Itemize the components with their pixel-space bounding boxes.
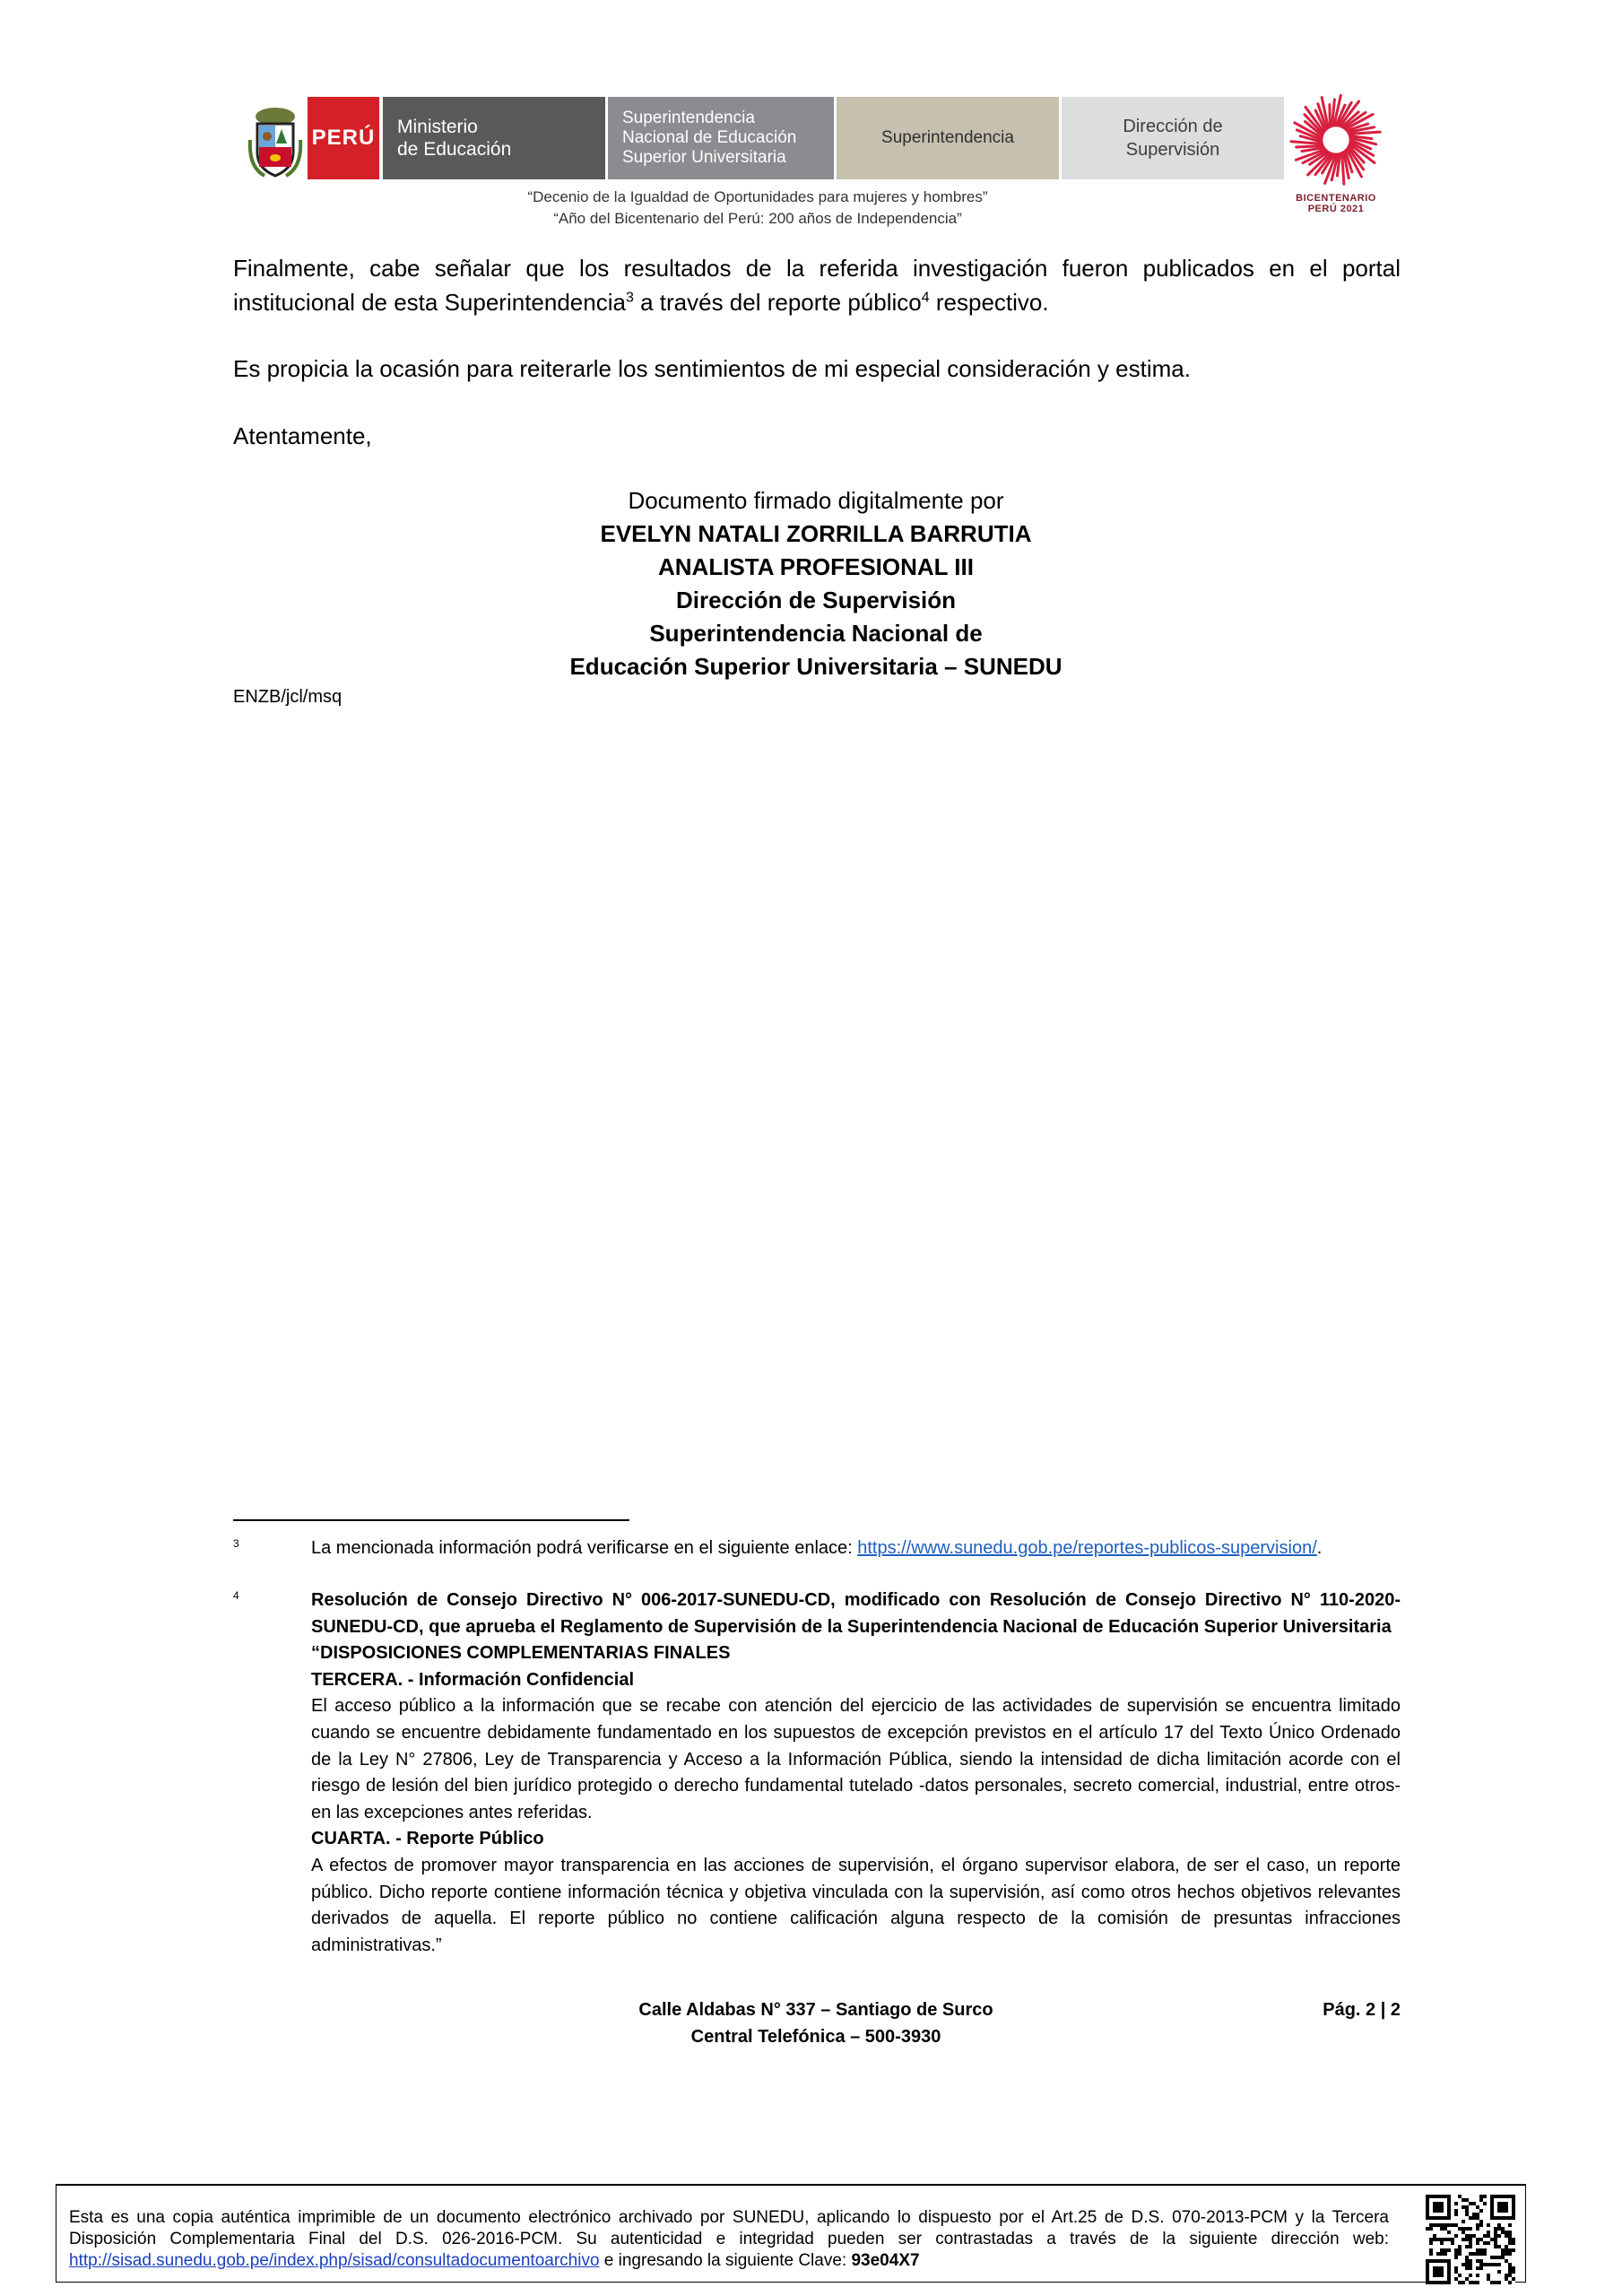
verification-key: 93e04X7 [851,2251,920,2270]
reference-initials: ENZB/jcl/msq [233,687,343,707]
signature-block [538,484,1094,683]
decenio-line: “Decenio de la Igualdad de Oportunidades para mujeres y hombres” [527,188,988,205]
ministerio-line1: Ministerio [397,117,478,137]
decenio-slogans [233,187,1282,230]
footnote-3-number: 3 [233,1537,239,1550]
coat-of-arms-icon [247,104,304,179]
footnote-4-number: 4 [233,1589,239,1602]
bicentenario-logo [1287,91,1385,226]
signer-entity-line2: Educación Superior Universitaria – SUNEDU [569,653,1063,680]
footnote-4-tercera-title: TERCERA. - Información Confidencial [311,1669,635,1690]
qr-code-icon[interactable] [1426,2195,1515,2284]
direccion-line1: Dirección de [1123,117,1223,136]
para1-text-b: a través del reporte público [633,289,922,316]
authenticity-text [69,2207,1389,2272]
footnote-4-cuarta-text: A efectos de promover mayor transparencia en las acciones de supervisión, el órgano supervisor elabora, de ser el caso, un reporte público. Dicho reporte contiene información técnica y objetiva vinculada con la supervisión, así como otros hechos objetivos relevantes derivados de aquella. El reporte público no contiene calificación alguna respecto de la comisión de presuntas infracciones administrativas.” [311,1855,1401,1955]
ministerio-block [381,97,605,179]
peru-label: PERÚ [311,126,376,150]
closing-salutation: Atentamente, [233,422,372,449]
footnote-4-heading: “DISPOSICIONES COMPLEMENTARIAS FINALES [311,1643,731,1664]
footnote-4 [311,1587,1401,1959]
bicentenario-logo-icon [1287,91,1385,188]
phone-line: Central Telefónica – 500-3930 [690,2027,941,2047]
direccion-line2: Supervisión [1125,140,1220,160]
footnote-3-text: La mencionada información podrá verificarse en el siguiente enlace: [311,1538,858,1558]
sunedu-line2: Nacional de Educación [622,128,797,147]
signer-office: Dirección de Supervisión [675,587,957,613]
authenticity-text-a: Esta es una copia auténtica imprimible de un documento electrónico archivado por SUNEDU, aplicando lo dispuesto por el Art.25 de D.S. 070-2013-PCM y la Tercera Disposición Complementaria Final del D.S. 026-2016-PCM. Su autenticidad e integridad pueden ser contrastadas a través de la siguiente dirección web: [69,2208,1389,2248]
signer-entity-line1: Superintendencia Nacional de [649,620,983,647]
page-footer-address [538,1996,1094,2050]
address-line: Calle Aldabas N° 337 – Santiago de Surco [638,2000,993,2020]
bicentenario-line1: BICENTENARIO [1296,193,1376,204]
footnote-ref-4: 4 [921,290,930,306]
anio-line: “Año del Bicentenario del Perú: 200 años de Independencia” [553,210,962,227]
para1-text-c: respectivo. [929,289,1049,316]
direccion-block [1062,97,1284,179]
peru-brand-block [308,97,379,179]
footnote-3-link[interactable]: https://www.sunedu.gob.pe/reportes-publicos-supervision/ [857,1538,1317,1558]
footnote-4-title: Resolución de Consejo Directivo N° 006-2017-SUNEDU-CD, modificado con Resolución de Consejo Directivo N° 110-2020-SUNEDU-CD, que aprueba el Reglamento de Supervisión de la Superintendencia Nacional de Educación Superior Universitaria [311,1590,1401,1637]
footnote-ref-3: 3 [625,290,634,306]
para1-text-a: Finalmente, cabe señalar que los resultados de la referida investigación fueron publicados en el portal institucional de esta Superintendencia [233,255,1401,316]
letterhead [233,97,1381,231]
sunedu-block [608,97,834,179]
footnote-3-end: . [1316,1538,1323,1558]
footnote-4-cuarta-title: CUARTA. - Reporte Público [311,1829,544,1849]
closing-paragraph [233,251,1401,319]
authenticity-box [56,2184,1526,2283]
sunedu-line3: Superior Universitaria [622,148,786,167]
courtesy-paragraph: Es propicia la ocasión para reiterarle los sentimientos de mi especial consideración y estima. [233,355,1191,382]
sunedu-line1: Superintendencia [622,109,755,127]
signature-intro: Documento firmado digitalmente por [628,487,1004,514]
footnote-3 [311,1535,1401,1562]
superintendencia-block [837,97,1059,179]
bicentenario-line2: PERÚ 2021 [1307,204,1365,214]
page-number: Pág. 2 | 2 [1323,2000,1401,2020]
footnote-separator [233,1519,629,1521]
superintendencia-label: Superintendencia [881,128,1014,147]
footnote-4-tercera-text: El acceso público a la información que se recabe con atención del ejercicio de las actividades de supervisión se encuentra limitado cuando se encuentre debidamente fundamentado en los supuestos de excepción previstos en el artículo 17 del Texto Único Ordenado de la Ley N° 27806, Ley de Transparencia y Acceso a la Información Pública, siendo la intensidad de dicha limitación acorde con el riesgo de lesión del bien jurídico protegido o derecho fundamental tutelado -datos personales, secreto comercial, industrial, entre otros- en las excepciones antes referidas. [311,1696,1401,1822]
signer-name: EVELYN NATALI ZORRILLA BARRUTIA [600,520,1032,547]
verification-link[interactable]: http://sisad.sunedu.gob.pe/index.php/sisad/consultadocumentoarchivo [69,2251,600,2270]
ministerio-line2: de Educación [397,139,512,160]
signer-position: ANALISTA PROFESIONAL III [658,553,974,580]
authenticity-text-b: e ingresando la siguiente Clave: [599,2251,852,2270]
